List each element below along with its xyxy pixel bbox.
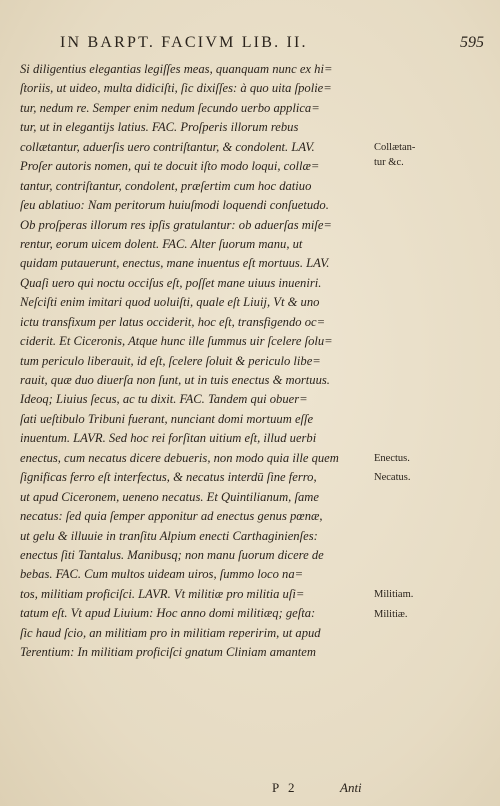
text-line: ſati ueſtibulo Tribuni fuerant, nunciant domi mortuum eſſe [20, 411, 314, 426]
text-line: quidam putauerunt, enectus, mane inuentus eſt mortuus. LAV. [20, 256, 330, 271]
text-line: tos, militiam proficiſci. LAVR. Vt militiæ pro militia uſi= [20, 586, 305, 601]
margin-note: tur &c. [374, 157, 404, 169]
catchword: Anti [340, 780, 362, 795]
text-line: ictu transfixum per latus occiderit, hoc eſt, transfigendo oc= [20, 314, 326, 329]
text-line: bebas. FAC. Cum multos uideam uiros, ſummo loco na= [20, 567, 304, 582]
text-line: ſic haud ſcio, an militiam pro in militiam reperirim, ut apud [20, 625, 321, 640]
text-line: tum periculo liberauit, id eſt, ſcelere ſoluit & periculo libe= [20, 353, 321, 368]
margin-note: Militiam. [374, 589, 414, 601]
page-number: 595 [460, 34, 484, 51]
text-line: tur, nedum re. Semper enim nedum ſecundo uerbo applica= [20, 100, 320, 115]
margin-note: Enectus. [374, 453, 410, 464]
text-line: tur, ut in elegantijs latius. FAC. Proſperis illorum rebus [20, 120, 299, 135]
text-line: Neſciſti enim imitari quod uoluiſti, quale eſt Liuij, Vt & uno [20, 295, 320, 310]
text-line: tantur, contriſtantur, condolent, præſertim cum hoc datiuo [20, 178, 312, 193]
body-text [20, 60, 376, 663]
text-line: tatum eſt. Vt apud Liuium: Hoc anno domi militiæq; geſta: [20, 606, 316, 621]
margin-note: Necatus. [374, 472, 411, 484]
signature-mark: P 2 [272, 780, 298, 795]
page-footer [0, 780, 500, 800]
text-line: collætantur, aduerſis uero contriſtantur, & condolent. LAV. [20, 139, 315, 154]
text-line: Quaſi uero qui noctu occiſus eſt, poſſet mane uiuus inueniri. [20, 275, 322, 290]
text-line: enectus, cum necatus dicere debueris, non modo quia ille quem [20, 450, 339, 465]
text-line: ut gelu & illuuie in tranſitu Alpium enecti Carthaginienſes: [20, 528, 318, 543]
text-line: enectus ſiti Tantalus. Manibusq; non manu ſuorum dicere de [20, 547, 324, 562]
text-line: necatus: ſed quia ſemper apponitur ad enectus genus pœnæ, [20, 509, 323, 524]
text-line: Ideoq; Liuius ſecus, ac tu dixit. FAC. Tandem qui obuer= [20, 392, 308, 407]
running-head: IN BARPT. FACIVM LIB. II. [60, 34, 308, 51]
page-header [60, 34, 484, 56]
text-line: Ob proſperas illorum res ipſis gratulantur: ob aduerſas miſe= [20, 217, 332, 232]
margin-note: Collætan- [374, 141, 416, 153]
text-line: Proſer autoris nomen, qui te docuit iſto modo loqui, collæ= [20, 159, 320, 174]
margin-note: Militiæ. [374, 608, 408, 620]
text-line: ciderit. Et Ciceronis, Atque hunc ille ſummus uir ſcelere ſolu= [20, 334, 333, 349]
text-line: rauit, quæ duo diuerſa non ſunt, ut in tuis enectus & mortuus. [20, 373, 330, 387]
text-line: ſtoriis, ut uideo, multa didiciſti, ſic dixiſſes: à quo uita ſpolie= [20, 81, 332, 96]
text-line: Si diligentius elegantias legiſſes meas, quanquam nunc ex hi= [20, 62, 333, 76]
text-line: ſeu ablatiuo: Nam peritorum huiuſmodi loquendi conſuetudo. [20, 198, 329, 213]
text-line: rentur, eorum uicem dolent. FAC. Alter ſuorum manu, ut [20, 236, 303, 251]
text-line: ut apud Ciceronem, ueneno necatus. Et Quintilianum, ſame [20, 489, 319, 504]
text-line: Terentium: In militiam proficiſci gnatum Cliniam amantem [20, 645, 316, 660]
text-line: ſignificas ferro eſt interfectus, & necatus interdū ſine ferro, [20, 470, 317, 485]
text-line: inuentum. LAVR. Sed hoc rei forſitan uitium eſt, illud uerbi [20, 431, 317, 446]
